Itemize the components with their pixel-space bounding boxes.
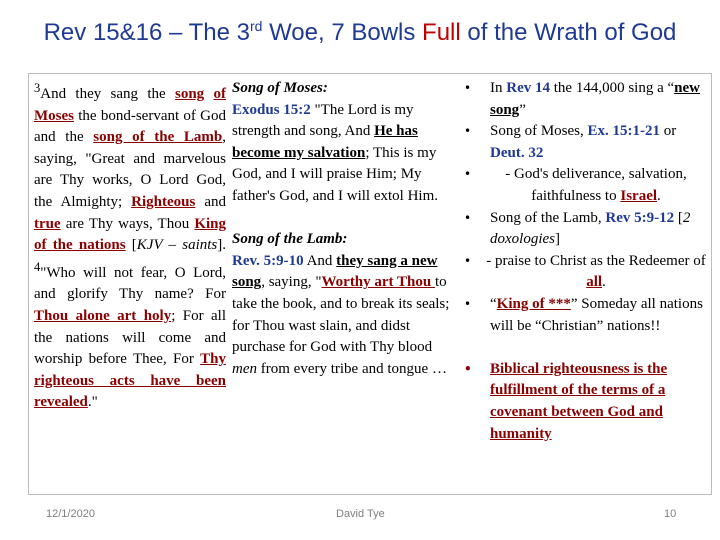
scripture-column: $^3$And they sang the song of Moses the bond-servant of God and the song of the Lamb, saying, "Great and marvelous are Thy works, O Lord God, the Almighty; Righteous and true are Thy ways, Thou King of the nations [KJV – saints]. $^4$"Who will not fear, O Lord, and glorify Thy name? For Thou alone art holy; For all the nations will come and worship before Thee, For Thy righteous acts have been revealed." — [34, 81, 227, 411]
note-sub-israel: • - God's deliverance, salvation, faithfulness to Israel. — [460, 164, 708, 207]
song-of-lamb-heading: Song of the Lamb: — [232, 231, 348, 248]
slide-title: Rev 15&16 – The 3rd Woe, 7 Bowls Full of the Wrath of God — [43, 18, 677, 46]
note-bullet-song-of-moses: • Song of Moses, Ex. 15:1-21 or Deut. 32 — [460, 121, 708, 164]
note-bullet-new-song: • In Rev 14 the 144,000 sing a “new song” — [460, 78, 708, 121]
note-bullet-righteousness: • Biblical righteousness is the fulfillment of the terms of a covenant between God and humanity — [460, 359, 708, 445]
note-bullet-king: • “King of ***” Someday all nations will be “Christian” nations!! — [460, 294, 708, 337]
note-bullet-song-of-lamb: • Song of the Lamb, Rev 5:9-12 [2 doxologies] — [460, 208, 708, 251]
footer-date: 12/1/2020 — [46, 508, 95, 520]
footer-author: David Tye — [336, 508, 385, 520]
note-sub-redeemer: • - praise to Christ as the Redeemer of all. — [460, 251, 708, 294]
songs-column — [232, 78, 454, 380]
footer-page-number: 10 — [664, 508, 677, 520]
title-highlight-full: Full — [422, 19, 461, 46]
song-of-moses-heading: Song of Moses: — [232, 80, 328, 96]
song-of-lamb-text: Rev. 5:9-10 And they sang a new song, saying, "Worthy art Thou to take the book, and to break its seals; for Thou wast slain, and didst purchase for God with Thy blood men from every tribe and tongue … — [232, 252, 450, 377]
notes-column — [460, 78, 708, 445]
song-of-moses-text: Exodus 15:2 "The Lord is my strength and song, And He has become my salvation; This is my God, and I will praise Him; My father's God, and I will extol Him. — [232, 101, 438, 204]
